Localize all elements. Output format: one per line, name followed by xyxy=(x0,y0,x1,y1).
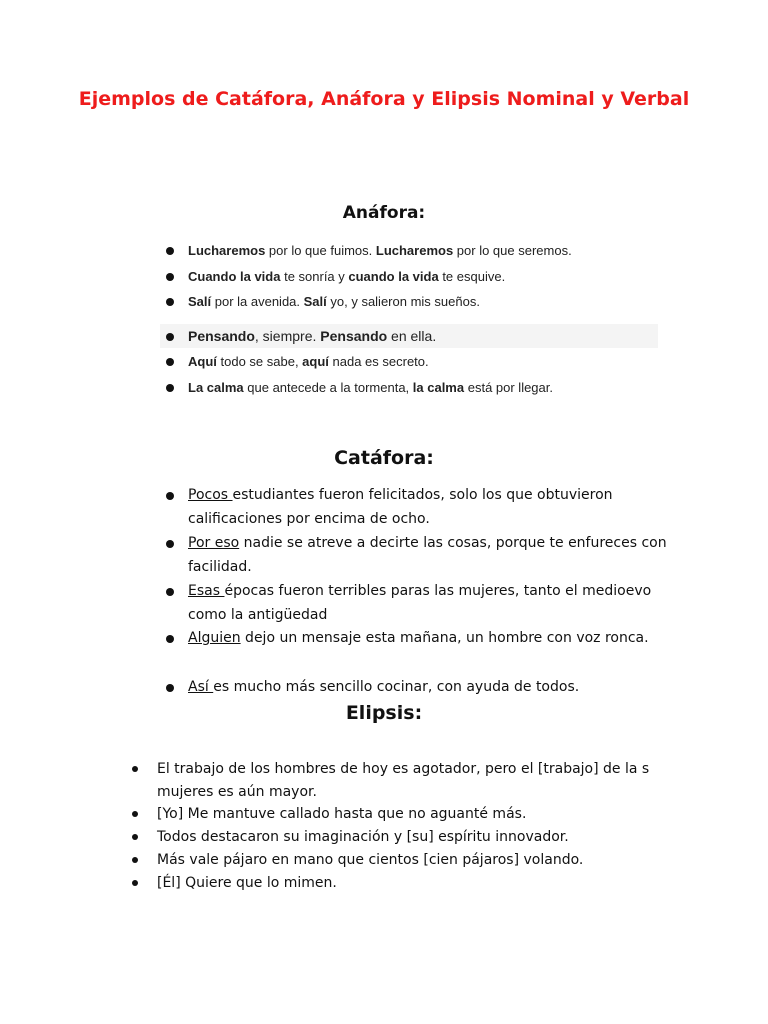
bullet-icon xyxy=(166,358,174,366)
anafora-item xyxy=(160,324,658,348)
text: Todos destacaron su imaginación y [su] espíritu innovador. xyxy=(157,829,569,845)
text: estudiantes fueron felicitados, solo los que obtuvieron calificaciones por encima de ocho. xyxy=(188,487,613,527)
bullet-icon xyxy=(166,492,174,500)
elipsis-heading: Elipsis: xyxy=(345,702,423,724)
emphasis: Aquí xyxy=(188,354,217,369)
emphasis: cuando la vida xyxy=(348,269,439,284)
catafora-heading: Catáfora: xyxy=(334,447,434,469)
underlined-word: Así xyxy=(188,679,214,695)
emphasis: La calma xyxy=(188,380,244,395)
bullet-icon xyxy=(132,834,138,840)
underlined-word: Esas xyxy=(188,583,225,599)
text: en ella. xyxy=(387,328,437,344)
text: todo se sabe, xyxy=(216,354,303,369)
emphasis: Lucharemos xyxy=(188,243,266,258)
bullet-icon xyxy=(166,298,174,306)
bullet-icon xyxy=(166,540,174,548)
bullet-icon xyxy=(132,811,138,817)
emphasis: la calma xyxy=(412,380,465,395)
emphasis: Pensando xyxy=(188,328,255,344)
text: nada es secreto. xyxy=(328,354,429,369)
text: yo, y salieron mis sueños. xyxy=(326,294,480,309)
text: nadie se atreve a decirte las cosas, porque te enfureces con facilidad. xyxy=(188,535,667,575)
text: que antecede a la tormenta, xyxy=(243,380,413,395)
text: te sonría y xyxy=(280,269,349,284)
bullet-icon xyxy=(166,247,174,255)
document-title: Ejemplos de Catáfora, Anáfora y Elipsis Nominal y Verbal xyxy=(78,88,690,110)
anafora-heading: Anáfora: xyxy=(342,203,426,223)
text: por la avenida. xyxy=(211,294,304,309)
bullet-icon xyxy=(166,333,174,341)
text: es mucho más sencillo cocinar, con ayuda de todos. xyxy=(213,679,580,695)
text: por lo que seremos. xyxy=(453,243,572,258)
emphasis: Pensando xyxy=(320,328,388,344)
bullet-icon xyxy=(132,857,138,863)
emphasis: Salí xyxy=(188,294,212,309)
text: [Yo] Me mantuve callado hasta que no aguanté más. xyxy=(157,806,527,822)
emphasis: Lucharemos xyxy=(375,243,454,258)
text: te esquive. xyxy=(438,269,506,284)
emphasis: Salí xyxy=(303,294,327,309)
bullet-icon xyxy=(166,384,174,392)
underlined-word: Alguien xyxy=(188,630,241,646)
bullet-icon xyxy=(166,684,174,692)
emphasis: Cuando la vida xyxy=(188,269,281,284)
text: , siempre. xyxy=(254,328,321,344)
text: El trabajo de los hombres de hoy es agotador, pero el [trabajo] de la s mujeres es aún mayor. xyxy=(157,761,650,800)
text: [Él] Quiere que lo mimen. xyxy=(157,875,337,891)
text: Más vale pájaro en mano que cientos [cien pájaros] volando. xyxy=(157,852,584,868)
emphasis: aquí xyxy=(302,354,329,369)
bullet-icon xyxy=(166,635,174,643)
text: épocas fueron terribles paras las mujeres, tanto el medioevo como la antigüedad xyxy=(188,583,652,623)
text: por lo que fuimos. xyxy=(265,243,376,258)
bullet-icon xyxy=(132,766,138,772)
text: está por llegar. xyxy=(464,380,553,395)
underlined-word: Por eso xyxy=(188,535,240,551)
text: dejo un mensaje esta mañana, un hombre con voz ronca. xyxy=(240,630,649,646)
underlined-word: Pocos xyxy=(188,487,233,503)
bullet-icon xyxy=(132,880,138,886)
bullet-icon xyxy=(166,588,174,596)
bullet-icon xyxy=(166,273,174,281)
